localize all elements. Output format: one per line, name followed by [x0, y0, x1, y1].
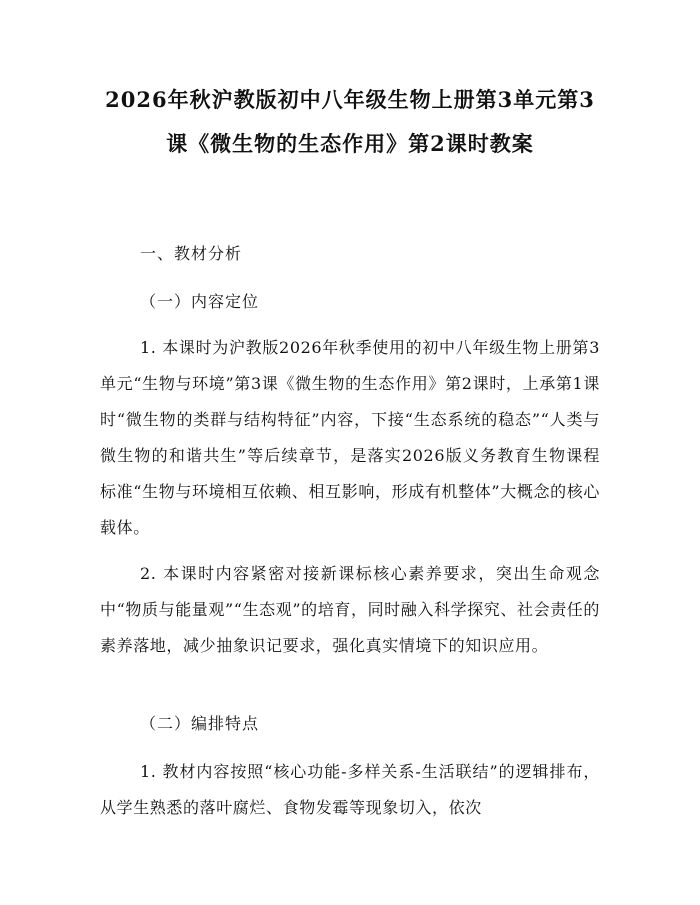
section-heading-textbook-analysis: 一、教材分析	[140, 244, 243, 263]
paragraph-arrangement-features-1: 1. 教材内容按照“核心功能-多样关系-生活联结”的逻辑排布，从学生熟悉的落叶腐烂、食物发霉等现象切入，依次	[100, 762, 600, 817]
subsection-heading-content-positioning: （一）内容定位	[140, 292, 260, 311]
subsection-heading-arrangement-features: （二）编排特点	[140, 714, 260, 733]
document-title: 2026年秋沪教版初中八年级生物上册第3单元第3课《微生物的生态作用》第2课时教案	[105, 87, 595, 156]
paragraph-content-positioning-1: 1. 本课时为沪教版2026年秋季使用的初中八年级生物上册第3单元“生物与环境”第3课《微生物的生态作用》第2课时，上承第1课时“微生物的类群与结构特征”内容，下接“生态系统的稳态”“人类与微生物的和谐共生”等后续章节，是落实2026版义务教育生物课程标准“生物与环境相互依赖、相互影响，形成有机整体”大概念的核心载体。	[100, 338, 600, 537]
paragraph-content-positioning-2: 2. 本课时内容紧密对接新课标核心素养要求，突出生命观念中“物质与能量观”“生态观”的培育，同时融入科学探究、社会责任的素养落地，减少抽象识记要求，强化真实情境下的知识应用。	[100, 564, 600, 655]
